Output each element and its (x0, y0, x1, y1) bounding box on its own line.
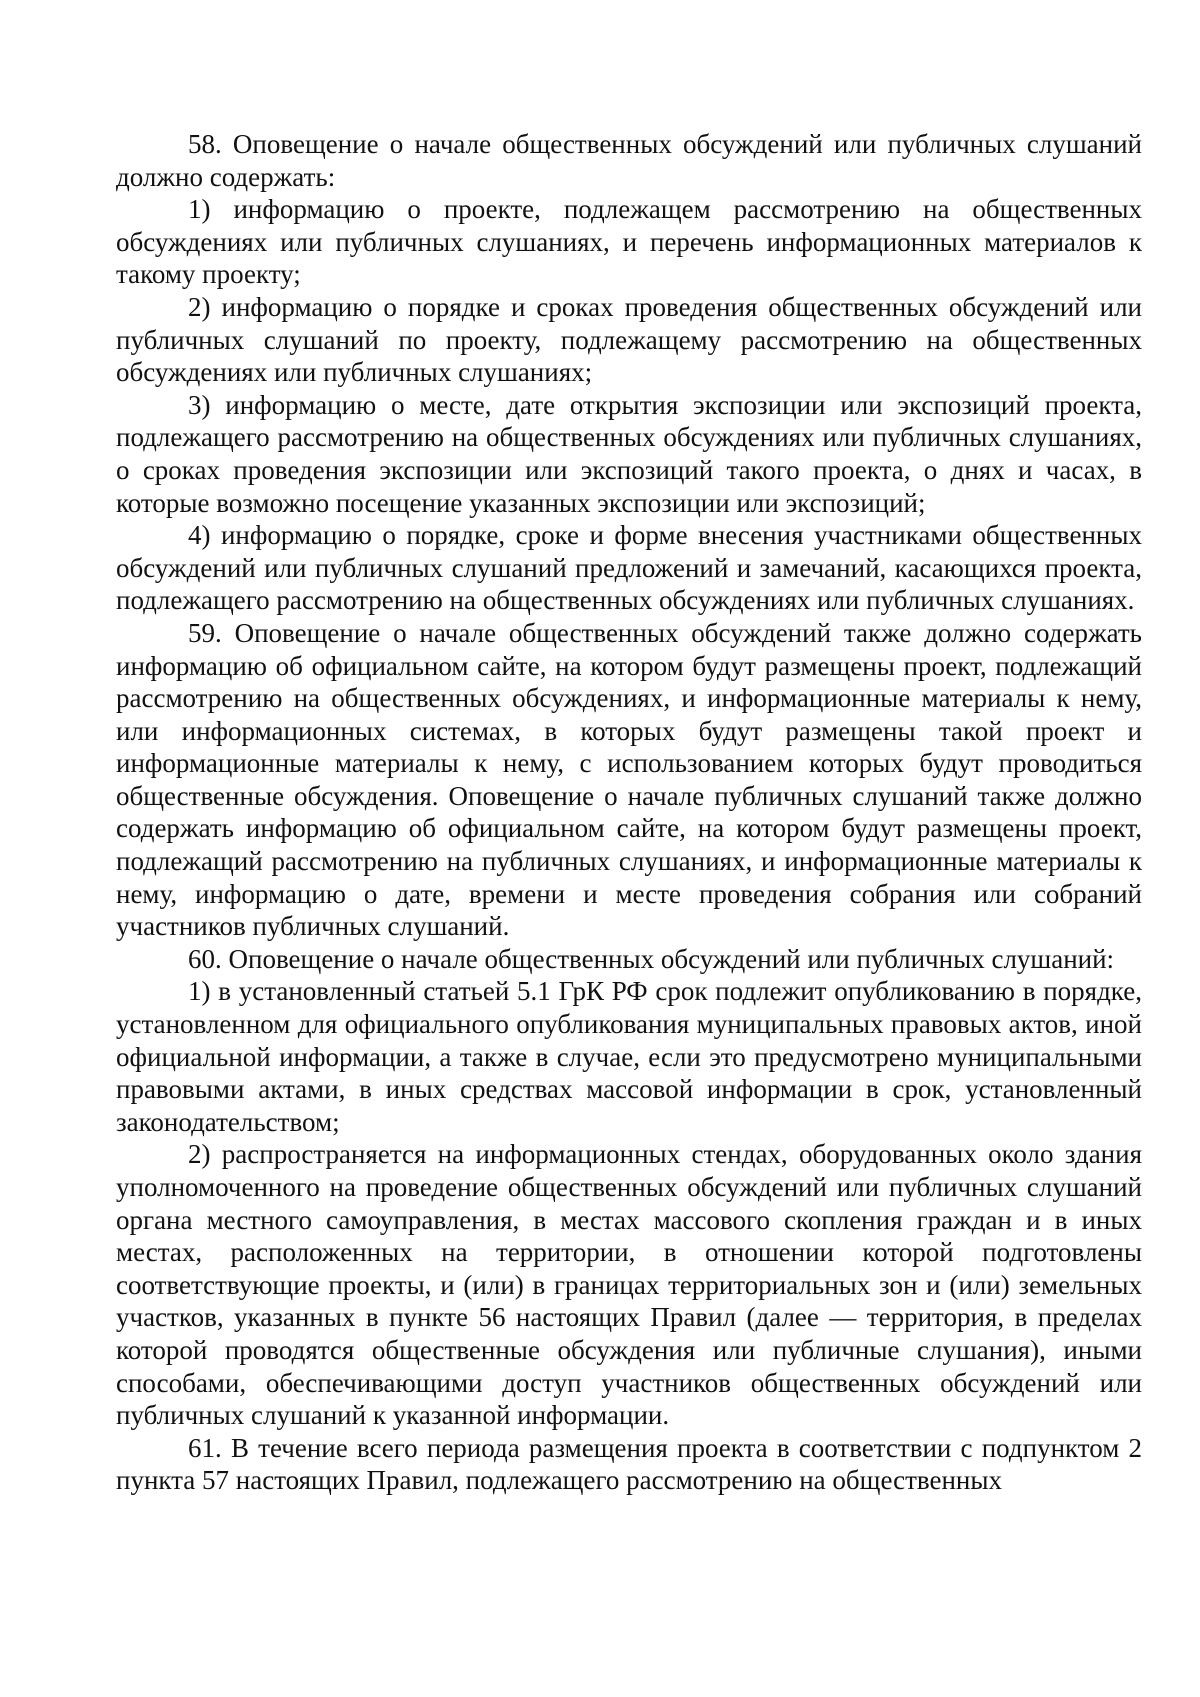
paragraph-59: 59. Оповещение о начале общественных обсуждений также должно содержать информацию об официальном сайте, на котором будут размещены проект, подлежащий рассмотрению на общественных обсуждениях, и информационные материалы к нему, или информационных системах, в которых будут размещены такой проект и информационные материалы к нему, с использованием которых будут проводиться общественные обсуждения. Оповещение о начале публичных слушаний также должно содержать информацию об официальном сайте, на котором будут размещены проект, подлежащий рассмотрению на публичных слушаниях, и информационные материалы к нему, информацию о дате, времени и месте проведения собрания или собраний участников публичных слушаний. (116, 617, 1142, 942)
paragraph-61: 61. В течение всего периода размещения проекта в соответствии с подпунктом 2 пункта 57 настоящих Правил, подлежащего рассмотрению на общественных (116, 1432, 1142, 1496)
paragraph-58-item-1: 1) информацию о проекте, подлежащем рассмотрению на общественных обсуждениях или публичных слушаниях, и перечень информационных материалов к такому проекту; (116, 194, 1142, 290)
paragraph-58-intro: 58. Оповещение о начале общественных обсуждений или публичных слушаний должно содержать: (116, 129, 1142, 192)
paragraph-60-item-1: 1) в установленный статьей 5.1 ГрК РФ срок подлежит опубликованию в порядке, установленном для официального опубликования муниципальных правовых актов, иной официальной информации, а также в случае, если это предусмотрено муниципальными правовыми актами, в иных средствах массовой информации в срок, установленный законодательством; (116, 976, 1142, 1137)
paragraph-58-item-3: 3) информацию о месте, дате открытия экспозиции или экспозиций проекта, подлежащего рассмотрению на общественных обсуждениях или публичных слушаниях, о сроках проведения экспозиции или экспозиций такого проекта, о днях и часах, в которые возможно посещение указанных экспозиции или экспозиций; (116, 389, 1142, 518)
paragraph-60-intro: 60. Оповещение о начале общественных обсуждений или публичных слушаний: (188, 943, 1115, 974)
paragraph-60-item-2: 2) распространяется на информационных стендах, оборудованных около здания уполномоченного на проведение общественных обсуждений или публичных слушаний органа местного самоуправления, в местах массового скопления граждан и в иных местах, расположенных на территории, в отношении которой подготовлены соответствующие проекты, и (или) в границах территориальных зон и (или) земельных участков, указанных в пункте 56 настоящих Правил (далее — территория, в пределах которой проводятся общественные обсуждения или публичные слушания), иными способами, обеспечивающими доступ участников общественных обсуждений или публичных слушаний к указанной информации. (116, 1139, 1142, 1431)
paragraph-58-item-4: 4) информацию о порядке, сроке и форме внесения участниками общественных обсуждений или публичных слушаний предложений и замечаний, касающихся проекта, подлежащего рассмотрению на общественных обсуждениях или публичных слушаниях. (116, 520, 1142, 616)
paragraph-58-item-2: 2) информацию о порядке и сроках проведения общественных обсуждений или публичных слушаний по проекту, подлежащему рассмотрению на общественных обсуждениях или публичных слушаниях; (116, 291, 1142, 388)
document-body (116, 128, 1142, 1497)
